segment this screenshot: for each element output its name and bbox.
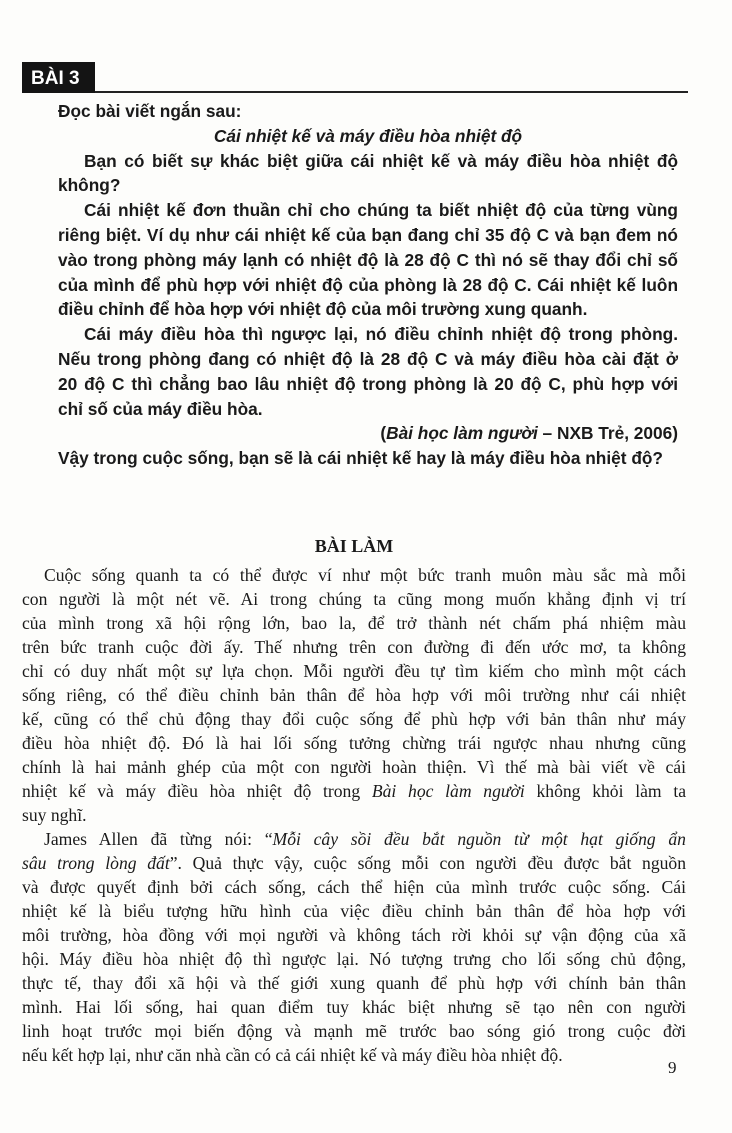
text-segment: con người là một nét vẽ. Ai trong chúng ta cũng mong muốn khẳng định vị trí <box>22 589 686 609</box>
essay-line <box>22 611 686 635</box>
prompt-line <box>58 149 678 174</box>
prompt-line <box>58 273 678 298</box>
prompt-line <box>58 421 678 446</box>
text-segment: Cuộc sống quanh ta có thể được ví như một bức tranh muôn màu sắc mà mỗi <box>44 565 686 585</box>
essay-line <box>22 875 686 899</box>
text-segment: không khỏi làm ta <box>524 781 687 801</box>
italic-text: Bài học làm người <box>386 423 538 444</box>
essay-line <box>22 731 686 755</box>
text-segment: vào trong phòng máy lạnh có nhiệt độ là 28 độ C thì nó sẽ thay đổi chỉ số <box>58 249 678 270</box>
italic-text: Bài học làm người <box>371 781 525 801</box>
essay-line <box>22 683 686 707</box>
essay-line <box>22 635 686 659</box>
text-segment: nhiệt kế là biểu tượng hữu hình của việc điều chỉnh bản thân để hòa hợp với <box>22 901 686 921</box>
text-segment: sống riêng, có thể điều chỉnh bản thân để hòa hợp với môi trường như cái nhiệt <box>22 685 686 705</box>
text-segment: thực tế, thay đổi xã hội và thế giới xung quanh để phù hợp với chính bản thân <box>22 973 686 993</box>
header-rule <box>95 91 688 93</box>
essay-line <box>22 707 686 731</box>
text-segment: chính là hai mảnh ghép của một con người hoàn thiện. Vì thế mà bài viết về cái <box>22 757 686 777</box>
text-segment: Cái nhiệt kế đơn thuần chỉ cho chúng ta biết nhiệt độ của từng vùng <box>84 200 678 221</box>
exercise-prompt <box>58 99 678 471</box>
essay-text <box>22 563 686 1067</box>
essay-line <box>22 851 686 875</box>
prompt-line <box>58 248 678 273</box>
text-segment: Bạn có biết sự khác biệt giữa cái nhiệt kế và máy điều hòa nhiệt độ <box>84 150 678 171</box>
italic-text: Mỗi cây sồi đều bắt nguồn từ một hạt giống ẩn <box>272 829 686 849</box>
essay-line <box>22 563 686 587</box>
text-segment: trên bức tranh cuộc đời ấy. Thế nhưng trên con đường đi đến ước mơ, ta không <box>22 637 686 657</box>
text-segment: Vậy trong cuộc sống, bạn sẽ là cái nhiệt kế hay là máy điều hòa nhiệt độ? <box>58 448 663 469</box>
essay-line <box>22 587 686 611</box>
italic-text: Cái nhiệt kế và máy điều hòa nhiệt độ <box>213 125 523 146</box>
text-segment: của mình để phù hợp với nhiệt độ của phòng là 28 độ C. Cái nhiệt kế luôn <box>58 274 678 295</box>
text-segment: điều chỉnh để hòa hợp với nhiệt độ của môi trường xung quanh. <box>58 299 588 320</box>
essay-line <box>22 779 686 803</box>
essay-line <box>22 971 686 995</box>
prompt-line <box>58 322 678 347</box>
essay-line <box>22 803 686 827</box>
text-segment: điều hòa nhiệt độ. Đó là hai lối sống tưởng chừng trái ngược nhau nhưng cũng <box>22 733 686 753</box>
italic-text: sâu trong lòng đất <box>22 853 170 873</box>
text-segment: James Allen đã từng nói: “ <box>44 829 273 849</box>
essay-line <box>22 659 686 683</box>
essay-heading: BÀI LÀM <box>314 536 394 556</box>
essay-line <box>22 827 686 851</box>
essay-line <box>22 947 686 971</box>
prompt-line <box>58 297 678 322</box>
text-segment: suy nghĩ. <box>22 805 87 825</box>
page-number: 9 <box>668 1058 677 1077</box>
prompt-line <box>58 124 678 149</box>
text-segment: kế, cũng có thể chủ động thay đổi cuộc sống để phù hợp với bản thân như máy <box>22 709 686 729</box>
essay-line <box>22 1019 686 1043</box>
essay-line <box>22 899 686 923</box>
text-segment: và được quyết định bởi cách sống, cách thể hiện của mình trước cuộc sống. Cái <box>22 877 686 897</box>
text-segment: ( <box>380 423 387 444</box>
text-segment: không? <box>58 175 121 196</box>
text-segment: mình. Hai lối sống, hai quan điểm tuy khác biệt nhưng sẽ tạo nên con người <box>22 997 686 1017</box>
text-segment: Cái máy điều hòa thì ngược lại, nó điều chỉnh nhiệt độ trong phòng. <box>84 324 678 345</box>
text-segment: nếu kết hợp lại, như căn nhà cần có cả cái nhiệt kế và máy điều hòa nhiệt độ. <box>22 1045 563 1065</box>
text-segment: nhiệt kế và máy điều hòa nhiệt độ trong <box>22 781 372 801</box>
prompt-line <box>58 446 678 471</box>
essay-line <box>22 1043 686 1067</box>
essay-line <box>22 755 686 779</box>
text-segment: linh hoạt trước mọi biến động và mạnh mẽ trước bao sóng gió trong cuộc đời <box>22 1021 686 1041</box>
prompt-line <box>58 397 678 422</box>
exercise-badge: BÀI 3 <box>22 62 95 93</box>
essay-section <box>22 526 686 1067</box>
text-segment: chỉ có duy nhất một sự lựa chọn. Mỗi người đều tự tìm kiếm cho mình một cách <box>22 661 686 681</box>
prompt-line <box>58 173 678 198</box>
text-segment: của mình trong xã hội rộng lớn, bao la, để trở thành nét chấm phá nhiệm màu <box>22 613 686 633</box>
prompt-line <box>58 347 678 372</box>
text-segment: môi trường, hòa đồng với mọi người và không tách rời khỏi sự vận động của xã <box>22 925 686 945</box>
essay-line <box>22 923 686 947</box>
prompt-line <box>58 372 678 397</box>
text-segment: chỉ số của máy điều hòa. <box>58 398 263 419</box>
text-segment: – NXB Trẻ, 2006) <box>537 423 678 444</box>
text-segment: Nếu trong phòng đang có nhiệt độ là 28 độ C và máy điều hòa cài đặt ở <box>58 348 678 369</box>
essay-line <box>22 995 686 1019</box>
text-segment: ”. Quả thực vậy, cuộc sống mỗi con người đều được bắt nguồn <box>169 853 687 873</box>
text-segment: riêng biệt. Ví dụ như cái nhiệt kế của bạn đang chỉ 35 độ C và bạn đem nó <box>58 224 678 245</box>
text-segment: 20 độ C thì chẳng bao lâu nhiệt độ trong phòng là 20 độ C, phù hợp với <box>58 373 678 394</box>
prompt-line <box>58 198 678 223</box>
text-segment: Đọc bài viết ngắn sau: <box>58 101 242 121</box>
prompt-line <box>58 99 678 124</box>
prompt-line <box>58 223 678 248</box>
text-segment: hội. Máy điều hòa nhiệt độ thì ngược lại. Nó tượng trưng cho lối sống chủ động, <box>22 949 686 969</box>
